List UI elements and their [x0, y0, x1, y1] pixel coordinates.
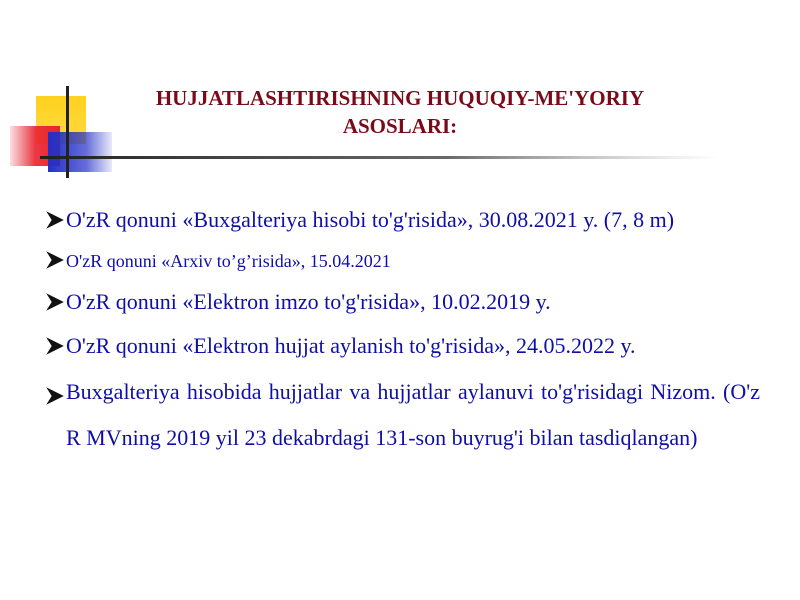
arrowhead-bullet-icon — [44, 291, 66, 313]
list-item-text: O'zR qonuni «Elektron imzo to'g'risida», 10.02.2019 y. — [66, 289, 551, 314]
list-item-text: O'zR qonuni «Elektron hujjat aylanish to'g'risida», 24.05.2022 y. — [66, 333, 636, 358]
list-item — [44, 375, 760, 461]
title-line-2: ASOSLARI: — [342, 114, 458, 138]
logo-vertical-bar — [66, 86, 69, 178]
arrowhead-bullet-icon — [44, 249, 66, 271]
title-divider — [40, 156, 720, 159]
list-item-text: Buxgalteriya hisobida hujjatlar va hujjatlar aylanuvi to'g'risidagi Nizom. (O'z R MVning 2019 yil 23 dekabrdagi 131-son buyrug'i bilan tasdiqlangan) — [66, 379, 760, 450]
arrowhead-bullet-icon — [44, 335, 66, 357]
list-item-text: O'zR qonuni «Buxgalteriya hisobi to'g'risida», 30.08.2021 y. (7, 8 m) — [66, 207, 675, 232]
arrowhead-bullet-icon — [44, 209, 66, 231]
list-item — [44, 287, 760, 317]
list-item-text: O'zR qonuni «Arxiv to’g’risida», 15.04.2021 — [66, 251, 391, 271]
title-line-1: HUJJATLASHTIRISHNING HUQUQIY-ME'YORIY — [155, 86, 645, 110]
bullet-list — [44, 205, 760, 461]
list-item — [44, 205, 760, 235]
list-item — [44, 331, 760, 361]
page-title — [100, 84, 700, 140]
list-item — [44, 247, 760, 275]
arrowhead-bullet-icon — [44, 385, 66, 407]
